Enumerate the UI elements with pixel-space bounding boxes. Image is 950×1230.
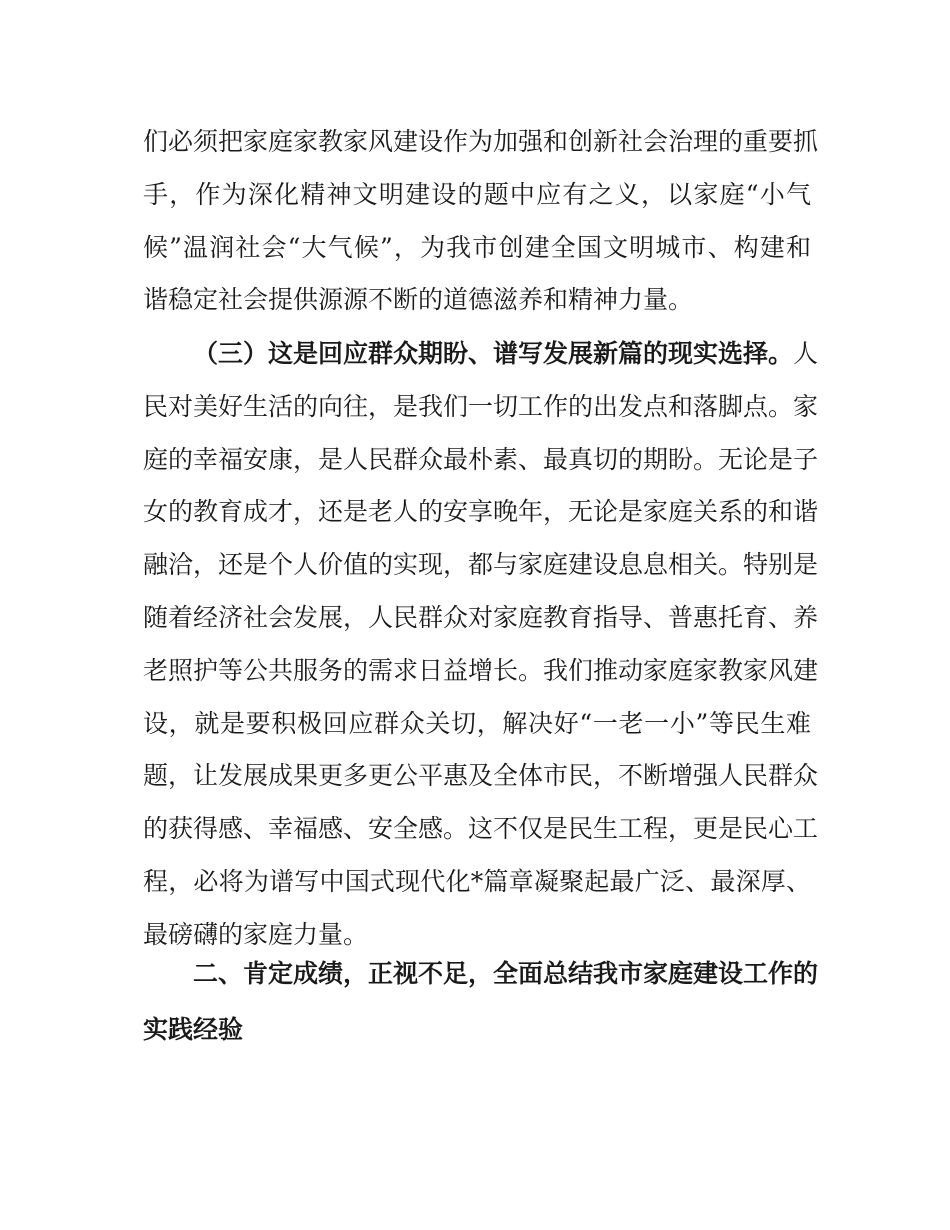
paragraph-1-line-3: 候”温润社会“大气候”，为我市创建全国文明城市、构建和	[143, 232, 811, 262]
paragraph-2-line-9: 题，让发展成果更多更公平惠及全体市民，不断增强人民群众	[143, 761, 819, 791]
paragraph-2-line-10: 的获得感、幸福感、安全感。这不仅是民生工程，更是民心工	[143, 814, 819, 844]
paragraph-2-line-12: 最磅礴的家庭力量。	[143, 919, 369, 949]
paragraph-2-line-8: 设，就是要积极回应群众关切，解决好“一老一小”等民生难	[143, 708, 811, 738]
paragraph-1-line-1: 们必须把家庭家教家风建设作为加强和创新社会治理的重要抓	[143, 127, 819, 156]
paragraph-2-line-5: 融洽，还是个人价值的实现，都与家庭建设息息相关。特别是	[143, 550, 819, 580]
paragraph-2-line-7: 老照护等公共服务的需求日益增长。我们推动家庭家教家风建	[143, 655, 819, 685]
paragraph-2-line-11: 程，必将为谱写中国式现代化*篇章凝聚起最广泛、最深厚、	[143, 866, 811, 896]
paragraph-2-line-2: 民对美好生活的向往，是我们一切工作的出发点和落脚点。家	[143, 391, 819, 421]
paragraph-2-line-4: 女的教育成才，还是老人的安享晚年，无论是家庭关系的和谐	[143, 497, 819, 527]
paragraph-2	[143, 328, 819, 962]
paragraph-2-first-line-rest: 人	[793, 339, 819, 368]
section-heading-2-line-2: 实践经验	[143, 1015, 244, 1044]
paragraph-1	[143, 116, 819, 327]
paragraph-2-line-6: 随着经济社会发展，人民群众对家庭教育指导、普惠托育、养	[143, 602, 819, 632]
section-heading-2	[143, 946, 819, 1058]
paragraph-1-line-4: 谐稳定社会提供源源不断的道德滋养和精神力量。	[143, 285, 694, 315]
paragraph-1-line-2: 手，作为深化精神文明建设的题中应有之义，以家庭“小气	[143, 179, 811, 209]
paragraph-2-line-1	[143, 328, 819, 381]
paragraph-2-line-3: 庭的幸福安康，是人民群众最朴素、最真切的期盼。无论是子	[143, 444, 819, 474]
section-heading-2-line-1: 二、肯定成绩，正视不足，全面总结我市家庭建设工作的	[193, 959, 819, 988]
paragraph-2-lead-heading: （三）这是回应群众期盼、谱写发展新篇的现实选择。	[193, 339, 794, 368]
